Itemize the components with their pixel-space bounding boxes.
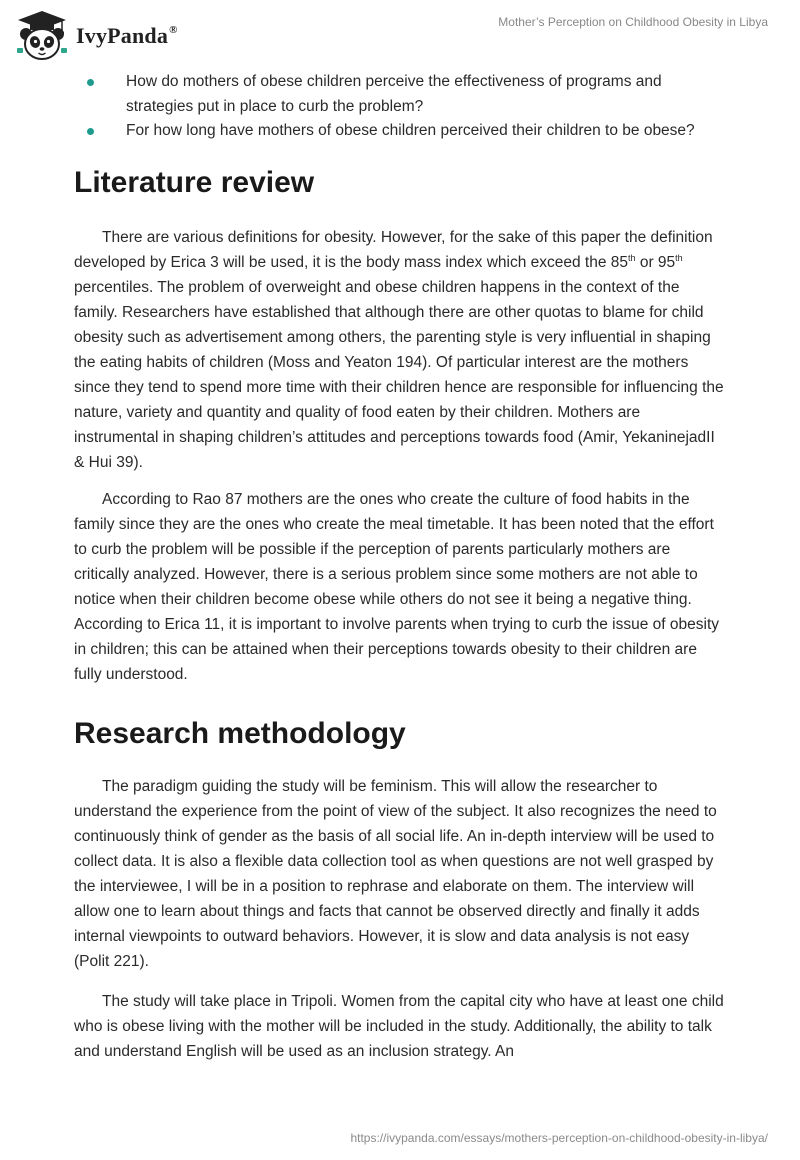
logo[interactable] xyxy=(14,8,178,64)
bullet-dot-icon xyxy=(87,128,94,135)
research-questions-list xyxy=(74,70,726,144)
source-url[interactable]: https://ivypanda.com/essays/mothers-perception-on-childhood-obesity-in-libya/ xyxy=(350,1131,768,1145)
article-body xyxy=(74,70,726,1064)
section-heading-research-methodology: Research methodology xyxy=(74,716,406,750)
panda-graduate-icon xyxy=(14,8,70,64)
list-item: How do mothers of obese children perceive the effectiveness of programs and strategies put in place to curb the problem? xyxy=(74,70,726,119)
paragraph: The paradigm guiding the study will be feminism. This will allow the researcher to understand the experience from the point of view of the subject. It also recognizes the need to continuously think of gender as the basis of all social life. An in-depth interview will be used to collect data. It is also a flexible data collection tool as when questions are not well grasped by the interviewee, I will be in a position to rephrase and elaborate on them. The interview will allow one to learn about things and facts that cannot be observed directly and finally it adds internal viewpoints to outward behaviors. However, it is slow and data analysis is not easy (Polit 221). xyxy=(74,777,717,970)
registered-mark: ® xyxy=(169,24,178,36)
paragraph: The study will take place in Tripoli. Women from the capital city who have at least one child who is obese living with the mother will be included in the study. Additionally, the ability to talk and understand English will be used as an inclusion strategy. An xyxy=(74,992,724,1060)
paragraph: There are various definitions for obesity. However, for the sake of this paper the definition developed by Erica 3 will be used, it is the body mass index which exceed the 85th or 95th percentiles. The problem of overweight and obese children happens in the context of the family. Researchers have established that although there are other quotas to blame for child obesity such as advertisement among others, the parenting style is very influential in shaping the eating habits of children (Moss and Yeaton 194). Of particular interest are the mothers since they tend to spend more time with their children hence are responsible for influencing the nature, variety and quantity and quality of food eaten by their children. Mothers are instrumental in shaping children’s attitudes and perceptions towards food (Amir, YekaninejadII & Hui 39). xyxy=(74,228,724,471)
bullet-dot-icon xyxy=(87,79,94,86)
logo-text: IvyPanda® xyxy=(76,23,178,48)
list-item: For how long have mothers of obese children perceived their children to be obese? xyxy=(74,119,726,144)
paragraph: According to Rao 87 mothers are the ones who create the culture of food habits in the family since they are the ones who create the meal timetable. It has been noted that the effort to curb the problem will be possible if the perception of parents particularly mothers are critically analyzed. However, there is a serious problem since some mothers are not able to notice when their children become obese while others do not see it being a negative thing. According to Erica 11, it is important to involve parents when trying to curb the issue of obesity in children; this can be attained when their perceptions towards obesity to their children are fully understood. xyxy=(74,490,720,683)
page-header xyxy=(0,0,800,70)
document-title: Mother’s Perception on Childhood Obesity in Libya xyxy=(498,15,768,29)
section-heading-literature-review: Literature review xyxy=(74,165,315,199)
